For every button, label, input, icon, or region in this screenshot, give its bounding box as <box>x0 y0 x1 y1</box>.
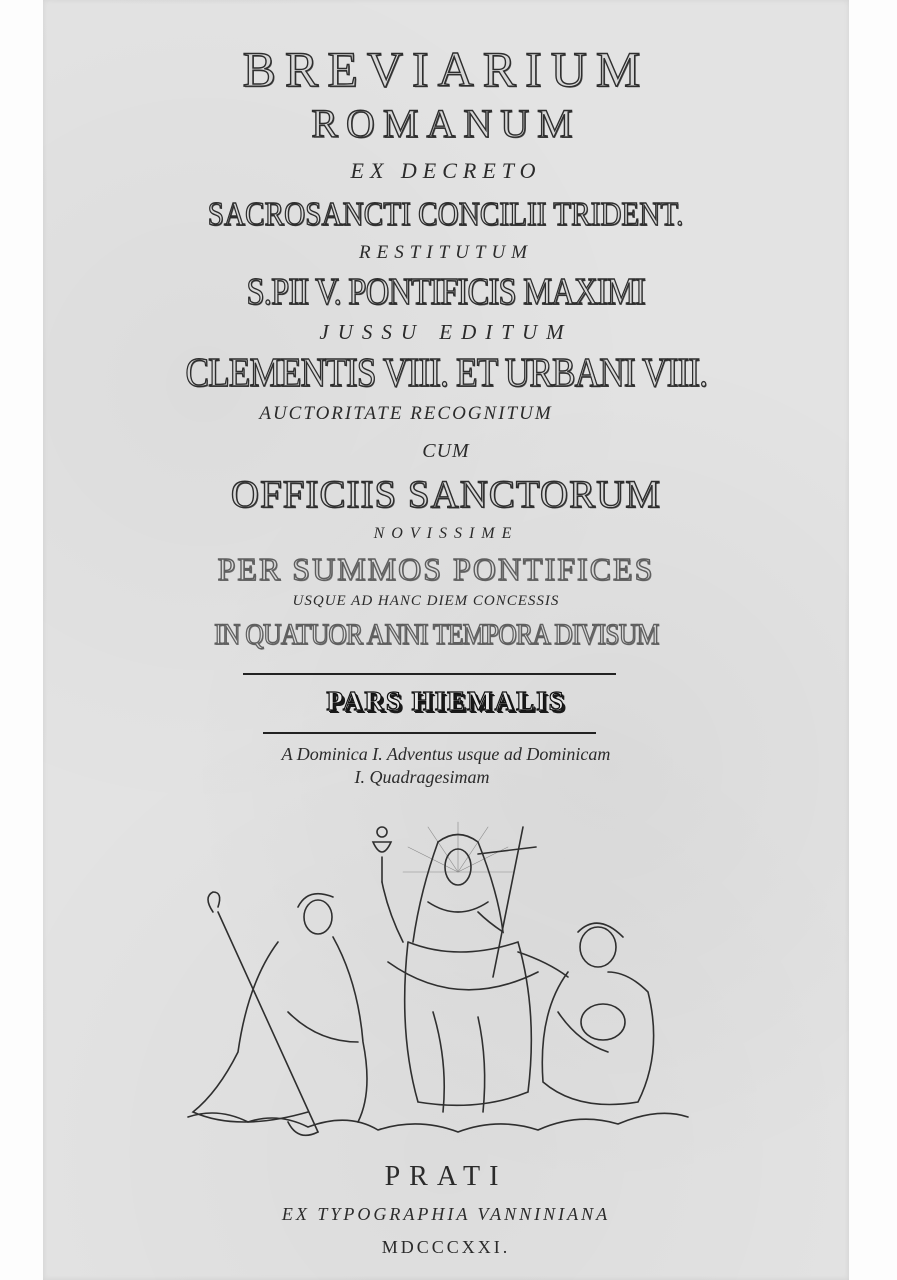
line-in-quatuor-text: IN QUATUOR ANNI TEMPORA DIVISUM <box>213 618 659 651</box>
line-cum: CUM <box>422 440 470 462</box>
rule-bottom <box>263 732 596 734</box>
line-per-summos: PER SUMMOS PONTIFICES <box>217 551 655 587</box>
subtitle-line1: A Dominica I. Adventus usque ad Dominicam <box>281 744 611 764</box>
line-usque-ad: USQUE AD HANC DIEM CONCESSIS <box>292 593 560 609</box>
title-romanum: ROMANUM <box>311 101 581 146</box>
line-pii-v-text: S.PII V. PONTIFICIS MAXIMI <box>246 271 646 313</box>
line-auctoritate: AUCTORITATE RECOGNITUM <box>259 403 553 424</box>
imprint-place: PRATI <box>384 1161 508 1192</box>
line-officiis-sanctorum: OFFICIIS SANCTORUM <box>230 473 662 516</box>
line-sacrosancti-text: SACROSANCTI CONCILII TRIDENT. <box>208 196 684 233</box>
title-breviarium: BREVIARIUM <box>242 41 650 97</box>
line-jussu-editum: JUSSU EDITUM <box>319 320 573 344</box>
rule-top <box>243 673 616 675</box>
imprint-printer: EX TYPOGRAPHIA VANNINIANA <box>281 1204 611 1224</box>
line-in-quatuor <box>33 620 839 650</box>
line-clementis-urbani <box>43 349 849 395</box>
line-ex-decreto: EX DECRETO <box>350 158 542 183</box>
imprint-year: MDCCCXXI. <box>381 1237 511 1257</box>
line-restitutum: RESTITUTUM <box>358 242 533 263</box>
subtitle-line2: I. Quadragesimam <box>354 767 490 787</box>
line-clementis-text: CLEMENTIS VIII. ET URBANI VIII. <box>185 349 707 395</box>
line-sacrosancti-concilii <box>43 198 849 232</box>
line-pii-v <box>43 273 849 311</box>
line-novissime: NOVISSIME <box>373 525 519 542</box>
title-page <box>43 0 849 1280</box>
part-title: PARS HIEMALIS <box>326 686 566 716</box>
allegorical-vignette <box>158 812 718 1142</box>
